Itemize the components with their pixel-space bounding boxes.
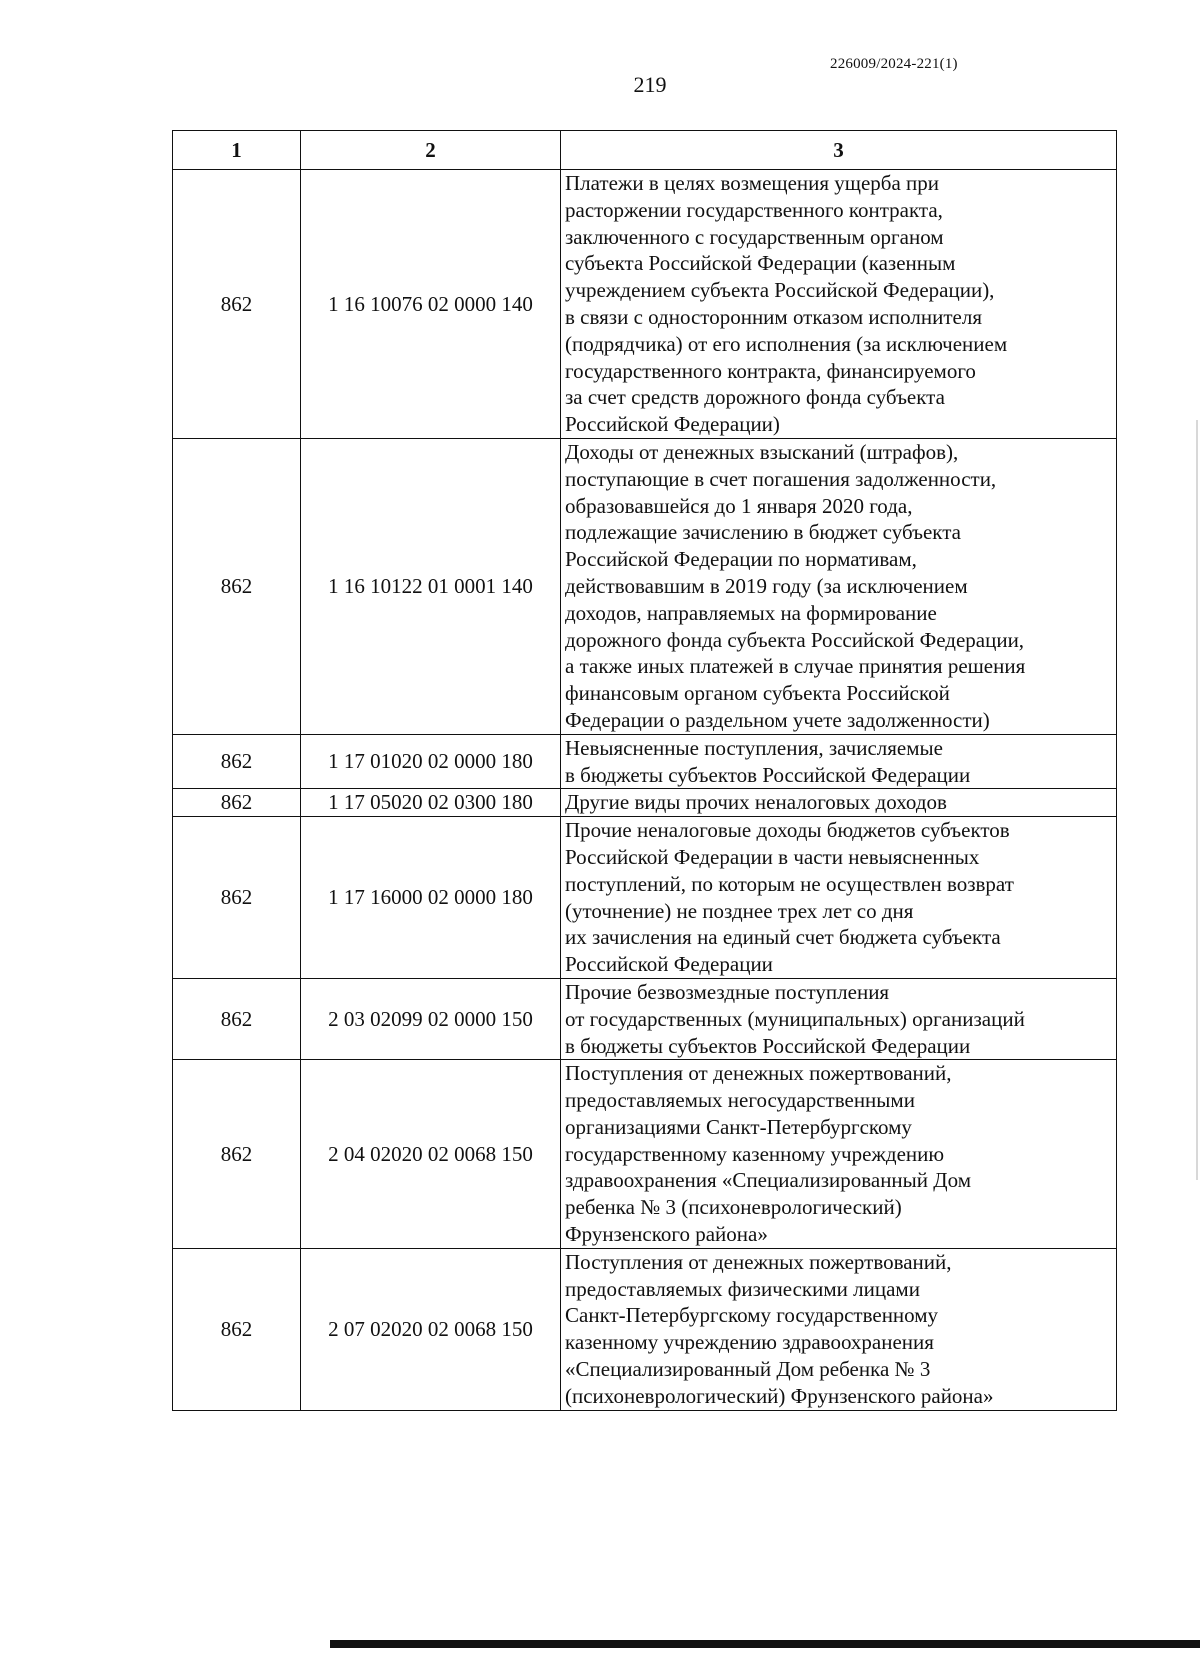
document-reference-number: 226009/2024-221(1) [830,56,958,72]
description-line: Поступления от денежных пожертвований, [565,1249,952,1274]
page-number: 219 [633,72,667,97]
description-line: образовавшейся до 1 января 2020 года, [565,493,913,518]
description-line: финансовым органом субъекта Российской [565,681,950,706]
table-row [173,817,1117,979]
description-line: Российской Федерации в части невыясненных [565,844,980,869]
description-line: в бюджеты субъектов Российской Федерации [565,1033,971,1058]
description-line: ребенка № 3 (психоневрологический) [565,1195,902,1220]
budget-classification-code-cell: 2 04 02020 02 0068 150 [301,1060,561,1249]
description-line: Федерации о раздельном учете задолженности) [565,707,990,732]
description-line: в бюджеты субъектов Российской Федерации [565,762,971,787]
description-line: «Специализированный Дом ребенка № 3 [565,1357,931,1382]
description-line: поступающие в счет погашения задолженности, [565,466,997,491]
admin-code-cell: 862 [173,438,301,734]
description-line: Российской Федерации) [565,412,780,437]
description-line: Российской Федерации по нормативам, [565,547,917,572]
table-row [173,438,1117,734]
description-line: государственного контракта, финансируемого [565,358,976,383]
description-line: субъекта Российской Федерации (казенным [565,251,956,276]
table-row [173,1248,1117,1410]
table-body [173,170,1117,1411]
revenue-description-cell [561,817,1117,979]
table-row [173,1060,1117,1249]
budget-classification-code-cell: 1 17 01020 02 0000 180 [301,734,561,789]
budget-classification-code-cell: 1 17 16000 02 0000 180 [301,817,561,979]
table-header-row [173,131,1117,170]
revenue-description-cell [561,170,1117,439]
description-line: (подрядчика) от его исполнения (за исключением [565,331,1008,356]
admin-code-cell: 862 [173,734,301,789]
description-line: Российской Федерации [565,952,773,977]
description-line: Невыясненные поступления, зачисляемые [565,735,943,760]
scan-right-edge-shadow [1196,420,1198,1180]
scan-bottom-border [330,1640,1200,1648]
revenue-description-cell [561,978,1117,1059]
table-row [173,978,1117,1059]
header-column-2: 2 [301,131,561,170]
description-line: подлежащие зачислению в бюджет субъекта [565,520,961,545]
revenue-description-cell [561,438,1117,734]
header-column-3: 3 [561,131,1117,170]
description-line: организациями Санкт-Петербургскому [565,1114,912,1139]
revenue-description-cell [561,734,1117,789]
description-line: действовавшим в 2019 году (за исключением [565,573,968,598]
table-row [173,734,1117,789]
table-row [173,789,1117,817]
revenue-description-cell [561,1248,1117,1410]
description-line: расторжении государственного контракта, [565,197,943,222]
description-line: (психоневрологический) Фрунзенского района» [565,1383,994,1408]
admin-code-cell: 862 [173,817,301,979]
budget-classification-code-cell: 1 16 10122 01 0001 140 [301,438,561,734]
description-line: а также иных платежей в случае принятия решения [565,654,1026,679]
description-line: Платежи в целях возмещения ущерба при [565,171,940,195]
description-line: Санкт-Петербургскому государственному [565,1303,939,1328]
description-line: от государственных (муниципальных) организаций [565,1006,1025,1031]
budget-classification-code-cell: 2 03 02099 02 0000 150 [301,978,561,1059]
description-line: их зачисления на единый счет бюджета субъекта [565,925,1001,950]
table-header [173,131,1117,170]
description-line: здравоохранения «Специализированный Дом [565,1168,971,1193]
admin-code-cell: 862 [173,1248,301,1410]
description-line: Другие виды прочих неналоговых доходов [565,790,947,815]
description-line: доходов, направляемых на формирование [565,600,937,625]
description-line: Прочие безвозмездные поступления [565,979,890,1004]
description-line: дорожного фонда субъекта Российской Федерации, [565,627,1025,652]
description-line: поступлений, по которым не осуществлен возврат [565,871,1014,896]
description-line: государственному казенному учреждению [565,1141,945,1166]
budget-classification-code-cell: 1 17 05020 02 0300 180 [301,789,561,817]
description-line: предоставляемых физическими лицами [565,1276,920,1301]
description-line: в связи с односторонним отказом исполнителя [565,304,982,329]
header-column-1: 1 [173,131,301,170]
description-line: Фрунзенского района» [565,1222,768,1247]
description-line: казенному учреждению здравоохранения [565,1330,934,1355]
table-row [173,170,1117,439]
description-line: за счет средств дорожного фонда субъекта [565,385,945,410]
revenue-codes-table [172,130,1117,1411]
admin-code-cell: 862 [173,978,301,1059]
admin-code-cell: 862 [173,1060,301,1249]
description-line: Поступления от денежных пожертвований, [565,1061,952,1086]
description-line: (уточнение) не позднее трех лет со дня [565,898,914,923]
description-line: предоставляемых негосударственными [565,1088,915,1113]
revenue-description-cell [561,789,1117,817]
description-line: Прочие неналоговые доходы бюджетов субъектов [565,818,1010,843]
admin-code-cell: 862 [173,170,301,439]
budget-classification-code-cell: 1 16 10076 02 0000 140 [301,170,561,439]
budget-classification-code-cell: 2 07 02020 02 0068 150 [301,1248,561,1410]
description-line: учреждением субъекта Российской Федерации), [565,278,995,303]
description-line: заключенного с государственным органом [565,224,944,249]
revenue-description-cell [561,1060,1117,1249]
admin-code-cell: 862 [173,789,301,817]
description-line: Доходы от денежных взысканий (штрафов), [565,439,959,464]
